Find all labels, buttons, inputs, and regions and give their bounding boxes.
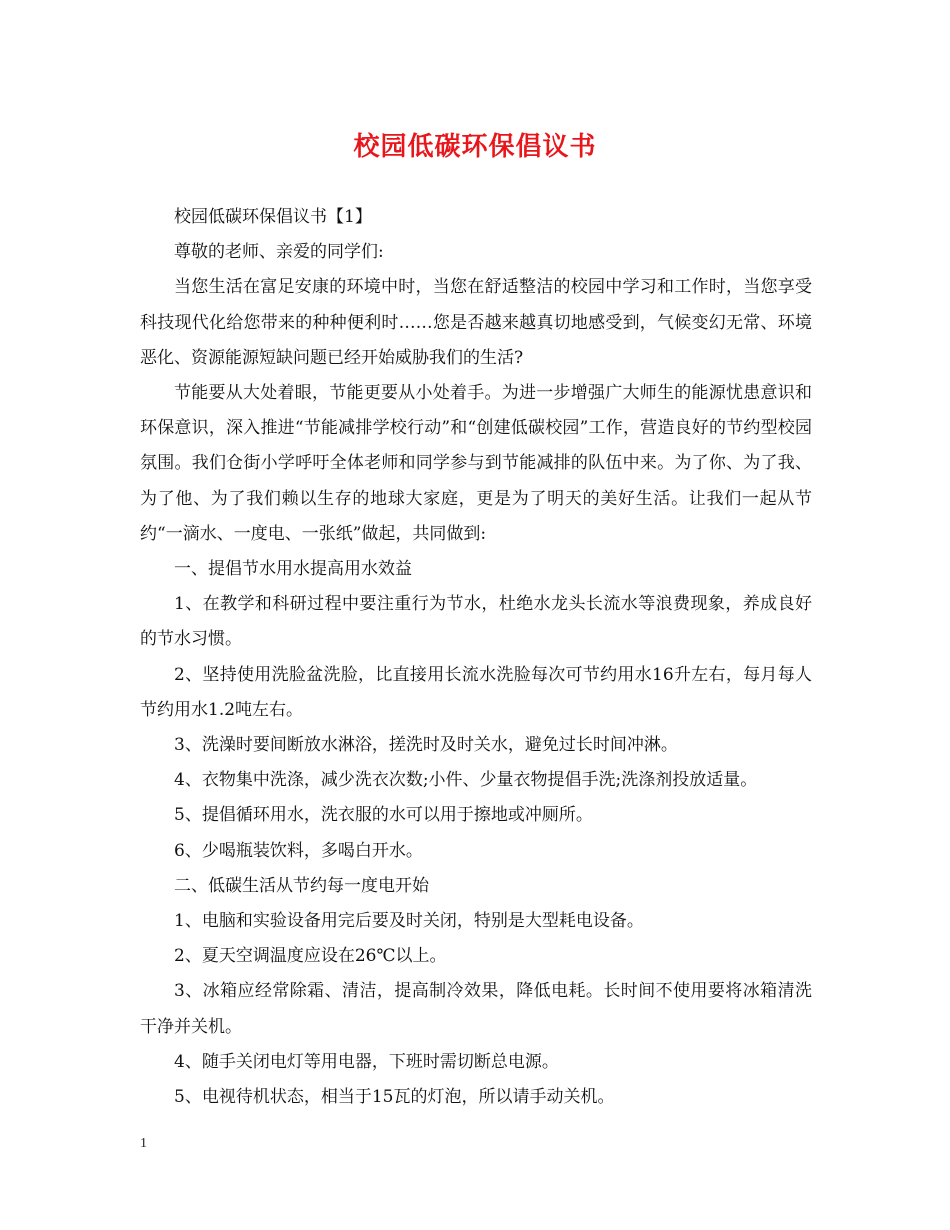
paragraph: 1、在教学和科研过程中要注重行为节水，杜绝水龙头长流水等浪费现象，养成良好的节水习惯。 (140, 594, 812, 650)
document-title: 校园低碳环保倡议书 (353, 132, 597, 162)
paragraph: 4、衣物集中洗涤，减少洗衣次数;小件、少量衣物提倡手洗;洗涤剂投放适量。 (174, 770, 758, 791)
paragraph: 尊敬的老师、亲爱的同学们: (174, 242, 384, 263)
paragraph: 5、提倡循环用水，洗衣服的水可以用于擦地或冲厕所。 (174, 805, 593, 826)
paragraph: 2、夏天空调温度应设在26℃以上。 (174, 946, 447, 967)
document-body (140, 200, 812, 1115)
paragraph: 节能要从大处着眼，节能更要从小处着手。为进一步增强广大师生的能源忧患意识和环保意识，深入推进“节能减排学校行动”和“创建低碳校园”工作，营造良好的节约型校园氛围。我们仓街小学呼吁全体老师和同学参与到节能减排的队伍中来。为了你、为了我、为了他、为了我们赖以生存的地球大家庭，更是为了明天的美好生活。让我们一起从节约“一滴水、一度电、一张纸”做起，共同做到: (140, 383, 812, 544)
paragraph: 5、电视待机状态，相当于15瓦的灯泡，所以请手动关机。 (174, 1087, 615, 1108)
paragraph: 一、提倡节水用水提高用水效益 (174, 559, 412, 580)
paragraph: 3、冰箱应经常除霜、清洁，提高制冷效果，降低电耗。长时间不使用要将冰箱清洗干净并关机。 (140, 981, 812, 1037)
paragraph: 校园低碳环保倡议书【1】 (174, 207, 372, 227)
paragraph: 1、电脑和实验设备用完后要及时关闭，特别是大型耗电设备。 (174, 911, 644, 932)
paragraph: 二、低碳生活从节约每一度电开始 (174, 875, 429, 896)
paragraph: 2、坚持使用洗脸盆洗脸，比直接用长流水洗脸每次可节约用水16升左右，每月每人节约用水1.2吨左右。 (140, 664, 812, 720)
paragraph: 当您生活在富足安康的环境中时，当您在舒适整洁的校园中学习和工作时，当您享受科技现代化给您带来的种种便利时……您是否越来越真切地感受到，气候变幻无常、环境恶化、资源能源短缺问题已经开始威胁我们的生活? (140, 277, 812, 368)
paragraph: 6、少喝瓶装饮料，多喝白开水。 (174, 840, 423, 861)
paragraph: 3、洗澡时要间断放水淋浴，搓洗时及时关水，避免过长时间冲淋。 (174, 735, 678, 756)
page-number: 1 (140, 1136, 147, 1151)
paragraph: 4、随手关闭电灯等用电器，下班时需切断总电源。 (174, 1051, 559, 1072)
